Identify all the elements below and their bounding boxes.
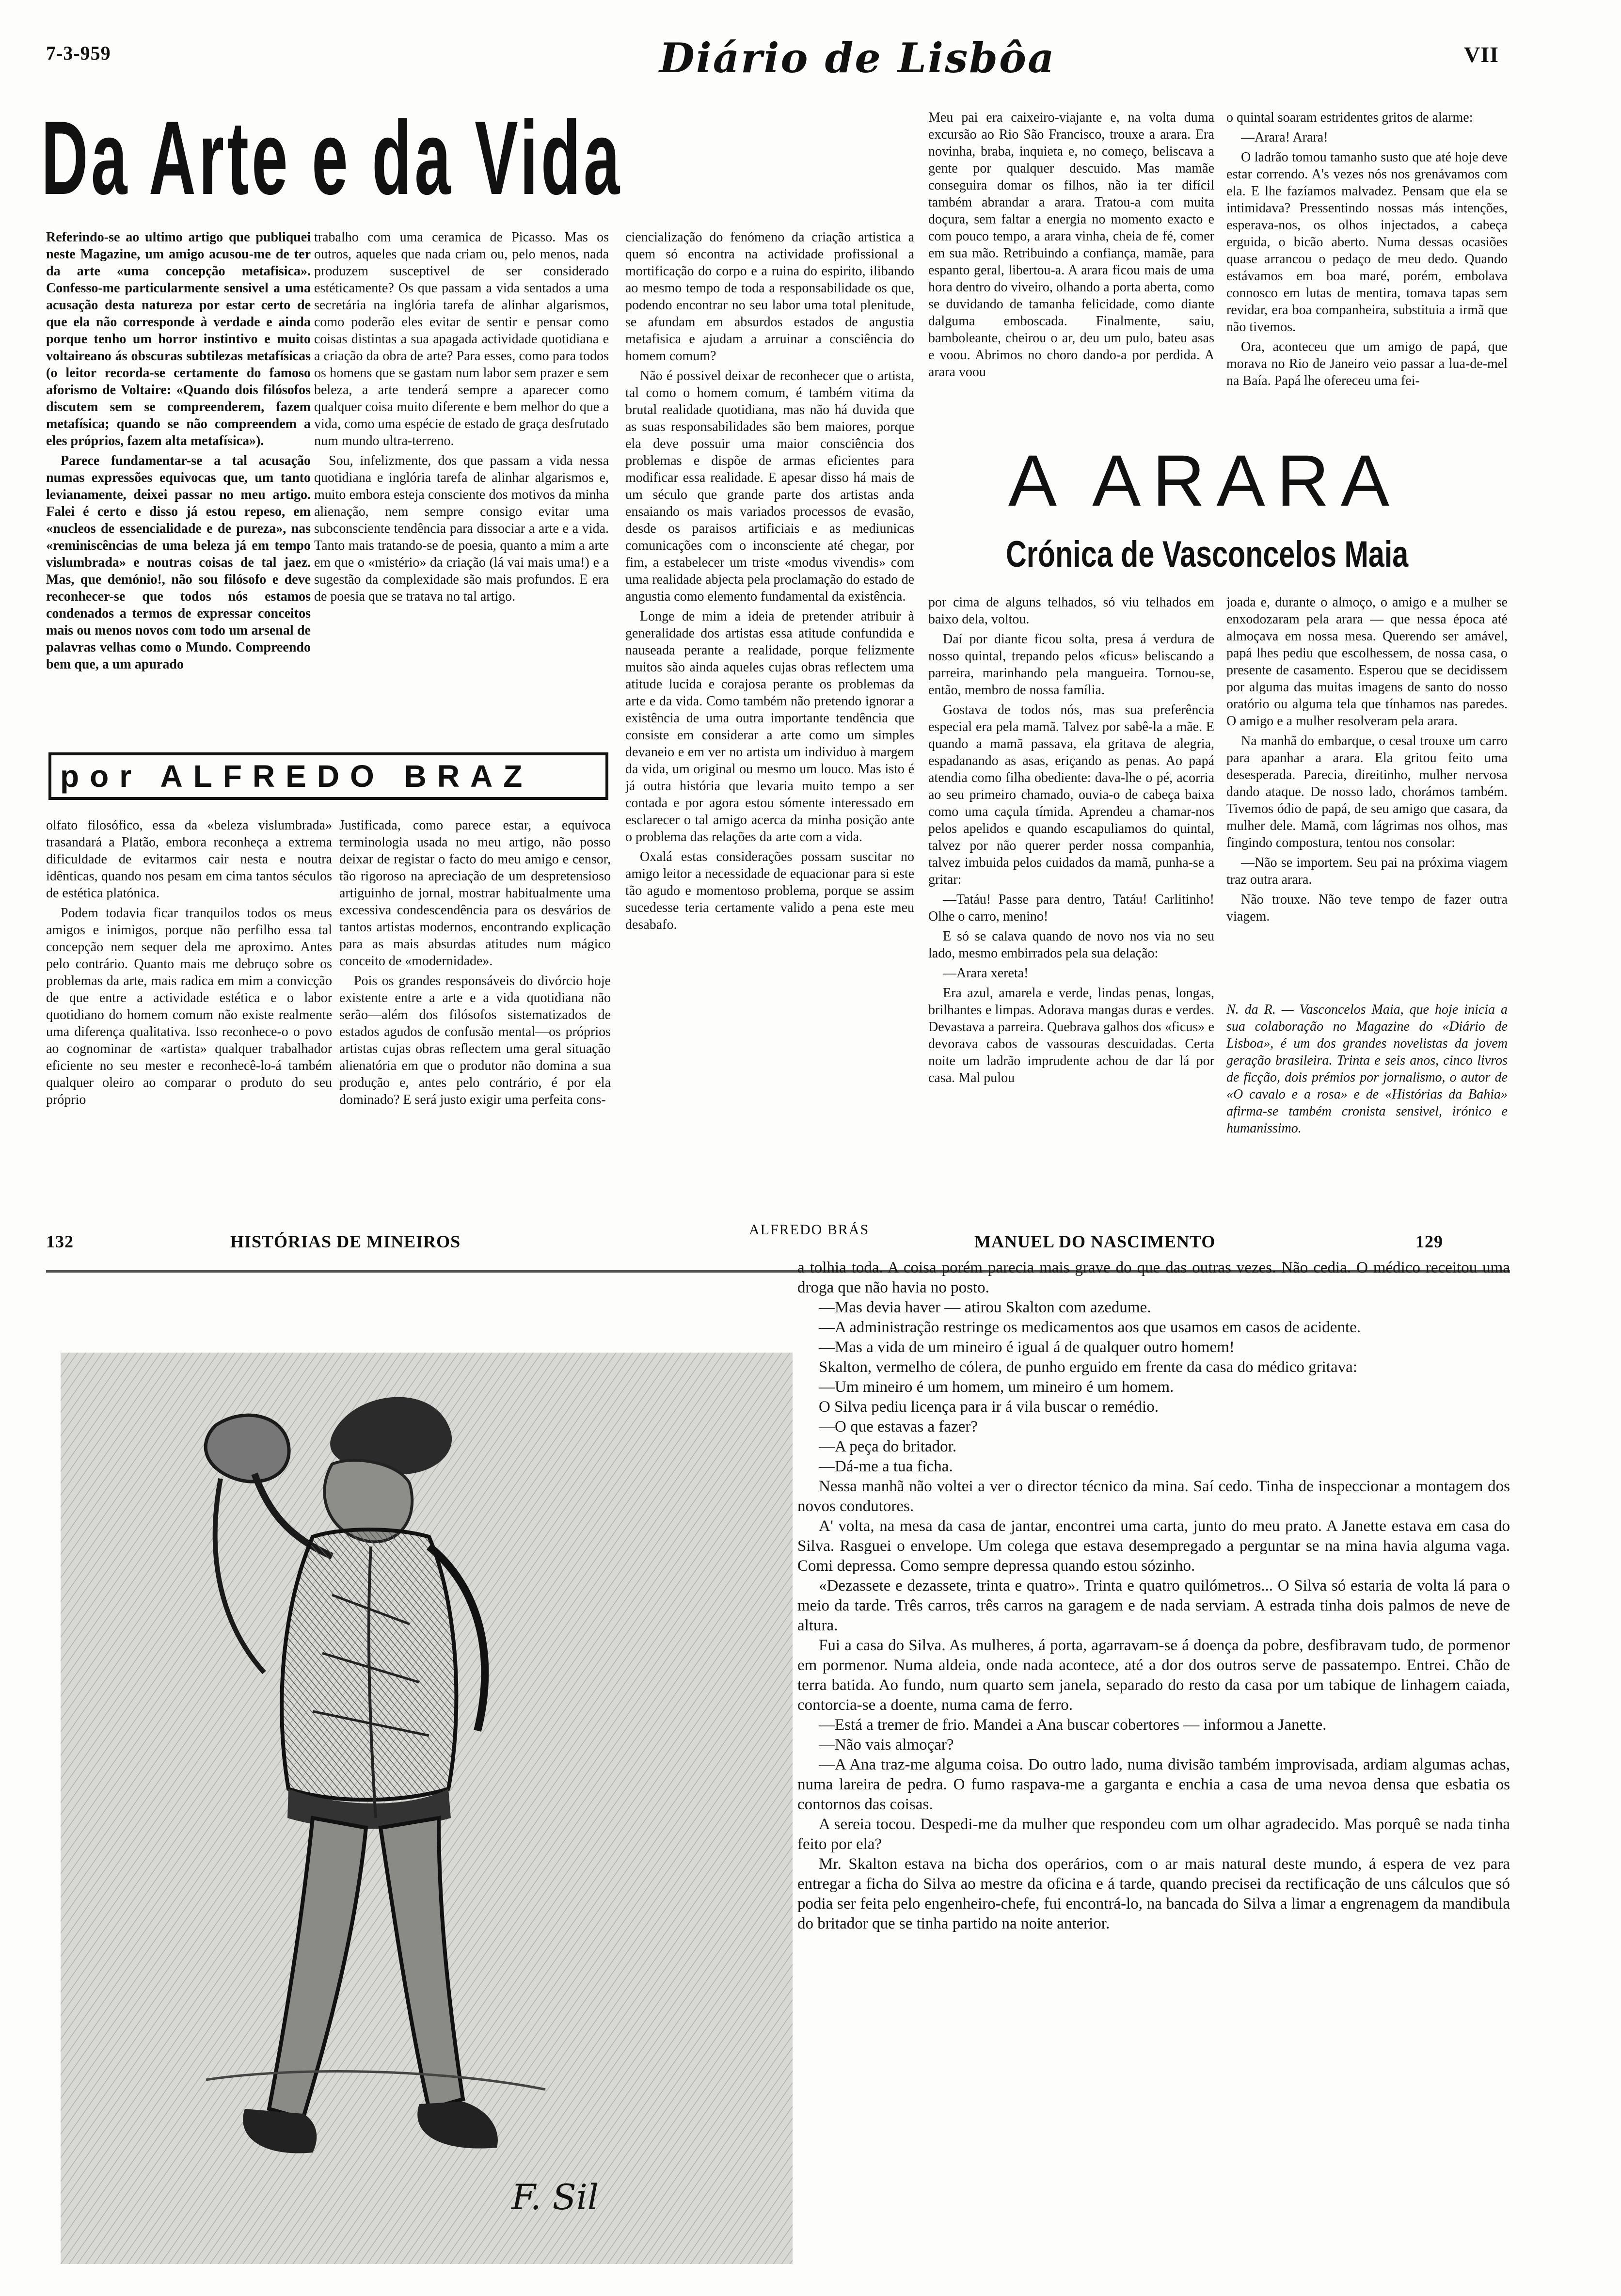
article1-column-5: [339, 817, 611, 1282]
paragraph: —A administração restringe os medicamentos aos que usamos em casos de acidente.: [819, 1319, 1361, 1336]
paragraph: Meu pai era caixeiro-viajante e, na volta duma excursão ao Rio São Francisco, trouxe a arara. Era novinha, braba, inquieta e, no começo, beliscava a gente por qualquer descuido. Mas mamãe conseguira domar os filhos, não ia ter difícil também abrandar a arara. Tratou-a com muita doçura, sem faltar a energia no momento exacto e com pouco tempo, a arara vinha, cheia de fé, comer em sua mão. Retribuindo a confiança, mamãe, para espanto geral, libertou-a. A arara ficou mais de uma hora dentro do viveiro, olhando a porta aberta, como se duvidando de tamanha felicidade, como diante dalguma emboscada. Finalmente, saiu, bamboleante, cheirou o ar, deu um pulo, bateu asas e voou. Abrimos no choro dando-a por perdida. A arara voou: [928, 110, 1214, 380]
paragraph: A' volta, na mesa da casa de jantar, encontrei uma carta, junto do meu prato. A Janette estava em casa do Silva. Rasguei o envelope. Um colega que estava desempregado a perguntar se na mina havia alguma vaga. Comi depressa. Como sempre depressa quando estou sózinho.: [797, 1517, 1510, 1575]
arara-subtitle: Crónica de Vasconcelos Maia: [1006, 534, 1409, 575]
arara-column-4: [1226, 594, 1508, 996]
paragraph: a tolhia toda. A coisa porém parecia mais grave do que das outras vezes. Não cedia. O médico receitou uma droga que não havia no posto.: [797, 1259, 1510, 1296]
paragraph: —Não se importem. Seu pai na próxima viagem traz outra arara.: [1226, 855, 1508, 887]
article1-column-2: [314, 229, 609, 714]
arara-title: A ARARA: [1008, 440, 1401, 521]
paragraph: O Silva pediu licença para ir á vila buscar o remédio.: [819, 1398, 1159, 1416]
paragraph: Era azul, amarela e verde, lindas penas, longas, brilhantes e limpas. Adorava mangas duras e verdes. Devastava a parreira. Quebrava galhos dos «ficus» e devorava cabos de vassouras descuidadas. Certa noite um ladrão imprudente achou de dar lá por casa. Mal pulou: [928, 986, 1214, 1085]
paragraph: Longe de mim a ideia de pretender atribuir à generalidade dos artistas essa atitude confundida e nauseada perante a realidade, porque felizmente muitos são ainda aqueles cujas obras reflectem uma atitude lucida e corajosa perante os problemas da arte e da vida. Como também não pretendo ignorar a existência de uma outra importante tendência que consiste em considerar a arte como um simples devaneio e em ver no artista um individuo à margem da vida, um original ou mesmo um louco. Mas isto é já outra história que levaria muito tempo a ser contada e por agora estou sómente interessado em esclarecer o tal amigo acerca da minha posição ante o problema das relações da arte com a vida.: [625, 609, 914, 845]
paragraph: Daí por diante ficou solta, presa á verdura de nosso quintal, trepando pelos «ficus» beliscando a parreira, marinhando pela mangueira. Tornou-se, então, membro de nossa família.: [928, 632, 1214, 698]
paragraph: O ladrão tomou tamanho susto que até hoje deve estar correndo. A's vezes nós nos grenávamos com ela. E lhe fazíamos malvadez. Pensam que ela se intimidava? Pressentindo nossas más intenções, esperava-nos, os olhos injectados, a cabeça erguida, o bicão aberto. Numa dessas ocasiões quase arrancou o pedaço de meu dedo. Quando estávamos em boa maré, porém, embolava connosco em lutas de mentira, tomava tapas sem revidar, era boa companheira, substituia a irmã que não tivemos.: [1226, 150, 1508, 335]
paragraph: olfato filosófico, essa da «beleza vislumbrada» trasandará a Platão, embora reconheça a extrema dificuldade de evitarmos cair nesta e noutra idênticas, quando nos pesam em cima tantos séculos de estética platónica.: [46, 818, 332, 901]
paragraph: Parece fundamentar-se a tal acusação numas expressões equivocas que, um tanto levianamente, deixei passar no meu artigo. Falei é certo e disso já estou repeso, em «nucleos de essencialidade e de pureza», nas «reminiscências de uma beleza já em tempo vislumbrada» e noutras coisas de tal jaez. Mas, que demónio!, não sou filósofo e deve reconhecer-se que todos nós estamos condenados a termos de expressar conceitos mais ou menos novos com todo um arsenal de palavras velhas como o Mundo. Compreendo bem que, a um apurado: [46, 453, 311, 672]
paragraph: Gostava de todos nós, mas sua preferência especial era pela mamã. Talvez por sabê-la a mãe. E quando a mamã passava, ela gritava de alegria, espadanando as asas, eriçando as penas. Ao papá atendia como filha obediente: dava-lhe o pé, acorria ao seu primeiro chamado, ouvia-o de cabeça baixa como uma caçula tímida. Aprendeu a chamar-nos pelos apelidos e quando escapuliamos do quintal, talvez por não querer perder nossa companhia, talvez imbuida pelos cuidados da mamã, punha-se a gritar:: [928, 702, 1214, 887]
paragraph: ciencialização do fenómeno da criação artistica a quem só encontra na actividade profissional a mortificação do corpo e a ruina do espirito, ilibando ao mesmo tempo de toda a responsabilidade os que, podendo encontrar no seu labor uma total plenitude, se afundam em absurdos estados de angustia metafisica e ajudam a arruinar a consciência do homem comum?: [625, 230, 914, 364]
article1-column-3: [625, 229, 914, 1174]
paragraph: Não é possivel deixar de reconhecer que o artista, tal como o homem comum, é também vitima da brutal realidade quotidiana, mas não há duvida que as suas responsabilidades são bem maiores, porque ela deve possuir uma maior consciência dos problemas e dispõe de armas eficientes para modificar essa realidade. E apesar disso há mais de um século que grande parte dos artistas anda ensaiando os mais variados processos de evasão, desde os paraisos artificiais e as mediunicas comunicações com o inconsciente até chegar, por fim, a estabelecer um triste «modus vivendis» com uma realidade abjecta pela proclamação do estado de angustia como elemento fundamental da existência.: [625, 368, 914, 604]
paragraph: —Dá-me a tua ficha.: [819, 1458, 953, 1475]
paragraph: Não trouxe. Não teve tempo de fazer outra viagem.: [1226, 892, 1508, 924]
paragraph: —Está a tremer de frio. Mandei a Ana buscar cobertores — informou a Janette.: [819, 1716, 1327, 1734]
paragraph: —Arara xereta!: [943, 966, 1029, 981]
paragraph: Justificada, como parece estar, a equivoca terminologia usada no meu artigo, não posso deixar de registar o facto do meu amigo e censor, tão rigoroso na apreciação de um despretensioso artiguinho de jornal, mostrar habitualmente uma excessiva condescendência para os desvários de tantos artistas modernos, encontrando explicação para as mais absurdas atitudes num mágico conceito de «modernidade».: [339, 818, 611, 969]
arara-column-3: [928, 594, 1214, 1263]
paragraph: o quintal soaram estridentes gritos de alarme:: [1226, 110, 1473, 125]
left-page-number: 132: [46, 1232, 74, 1251]
masthead: Diário de Lisbôa: [659, 34, 1056, 82]
paragraph: Sou, infelizmente, dos que passam a vida nessa quotidiana e inglória tarefa de alinhar algarismos e, muito embora esteja consciente dos motivos da minha alienação, nem sempre consigo evitar uma subconsciente tendência para dissociar a arte e a vida. Tanto mais tratando-se de poesia, quanto a mim a arte em que o «mistério» da criação (lá vai mais uma!) e a sugestão da complexidade são mais profundos. E era de poesia que se tratava no tal artigo.: [314, 453, 609, 604]
paragraph: N. da R. — Vasconcelos Maia, que hoje inicia a sua colaboração no Magazine do «Diário de Lisboa», é um dos grandes novelistas da jovem geração brasileira. Trinta e seis anos, cinco livros de ficção, dois prémios por jornalismo, o autor de «O cavalo e a rosa» e de «Histórias da Bahia» afirma-se também cronista sensivel, irónico e humanissimo.: [1226, 1002, 1508, 1136]
article1-column-1: [46, 229, 311, 714]
paragraph: Referindo-se ao ultimo artigo que publiquei neste Magazine, um amigo acusou-me de ter da arte «uma concepção metafisica». Confesso-me particularmente sensivel a uma acusação desta natureza por estar certo de que ela não corresponde à verdade e ainda porque tenho um horror instintivo e muito voltaireano ás obscuras subtilezas metafísicas (o leitor recorda-se certamente do famoso aforismo de Voltaire: «Quando dois filósofos discutem sem se compreenderem, fazem metafísica; quando se não compreendem a eles próprios, fazem alta metafísica»).: [46, 230, 311, 448]
left-running-header: HISTÓRIAS DE MINEIROS: [230, 1232, 461, 1251]
paragraph: Na manhã do embarque, o cesal trouxe um carro para apanhar a arara. Ela gritou feito uma desesperada. Parecia, direitinho, mulher nervosa dando ataque. De nosso lado, chorámos também. Tivemos ódio de papá, de seu amigo que casara, da mulher dele. Mamã, com lágrimas nos olhos, mas fingindo compostura, tentou nos consolar:: [1226, 733, 1508, 850]
arara-column-1: [928, 109, 1214, 453]
paragraph: Ora, aconteceu que um amigo de papá, que morava no Rio de Janeiro veio passar a lua-de-mel na Baía. Papá lhe ofereceu uma fei-: [1226, 339, 1508, 388]
paragraph: —Não vais almoçar?: [819, 1736, 954, 1754]
paragraph: «Dezassete e dezassete, trinta e quatro». Trinta e quatro quilómetros... O Silva só estaria de volta lá para o meio da tarde. Três carros, três carros na garagem e de nada serviam. A estrada tinha dois palmos de neve de altura.: [797, 1577, 1510, 1634]
page-number: VII: [1464, 42, 1499, 67]
paragraph: Mr. Skalton estava na bicha dos operários, com o ar mais natural deste mundo, á espera de vez para entregar a ficha do Silva ao mestre da oficina e á tarde, quando precisei da rectificação de uns cálculos que só podia ser feita pelo engenheiro-chefe, fui encontrá-lo, na bancada do Silva a limar a engrenagem da mandibula do britador que se tinha partido na noite anterior.: [797, 1855, 1510, 1932]
paragraph: Oxalá estas considerações possam suscitar no amigo leitor a necessidade de equacionar para si este tão agudo e momentoso problema, porque se assim sucedesse teria certamente valido a pena este meu desabafo.: [625, 849, 914, 932]
book-text: [797, 1258, 1510, 2237]
byline: por ALFREDO BRAZ: [48, 752, 608, 800]
paragraph: —A Ana traz-me alguma coisa. Do outro lado, numa divisão também improvisada, ardiam algumas achas, numa lareira de pedra. O fumo raspava-me a garganta e enchia a casa de uma nevoa densa que esbatia os contornos das coisas.: [797, 1756, 1510, 1813]
arara-column-2: [1226, 109, 1508, 453]
right-running-header: MANUEL DO NASCIMENTO: [974, 1232, 1216, 1251]
paragraph: —Arara! Arara!: [1241, 130, 1328, 145]
article1-column-4: [46, 817, 332, 1282]
paragraph: Pois os grandes responsáveis do divórcio hoje existente entre a arte e a vida quotidiana não serão—além dos filósofos sistematizados de estados agudos de confusão mental—os próprios artistas cujas obras reflectem uma geral situação alienatória em que o produtor não domina a sua produção e, antes pelo contrário, é por ela dominado? E será justo exigir uma perfeita cons-: [339, 973, 611, 1107]
illustration-signature: F. Sil: [511, 2177, 599, 2217]
miner-illustration: [61, 1353, 793, 2264]
paragraph: trabalho com uma ceramica de Picasso. Mas os outros, aqueles que nada criam ou, pelo menos, nada produzem susceptivel de ser considerado estéticamente? Os que passam a vida sentados a uma secretária na inglória tarefa de alinhar algarismos, como poderão eles evitar de sentir e pensar como coisas distintas a sua apagada actividade quotidiana e a criação da obra de arte? Para esses, como para todos os homens que se gastam num labor sem prazer e sem beleza, a arte tenderá sempre a aparecer como qualquer coisa muito diferente e bem melhor do que a vida, como uma espécie de estado de graça desfrutado num mundo ultra-terreno.: [314, 230, 609, 448]
paragraph: Fui a casa do Silva. As mulheres, á porta, agarravam-se á doença da pobre, desfibravam tudo, de pormenor em pormenor. Numa aldeia, onde nada acontece, até a dor dos outros serve de passatempo. Entrei. Chão de terra batida. Ao fundo, num quarto sem janela, separado do resto da casa por um tabique de linhagem caiada, contorcia-se a doente, numa cama de ferro.: [797, 1637, 1510, 1714]
paragraph: Podem todavia ficar tranquilos todos os meus amigos e inimigos, porque não perfilho essa tal concepção nem sequer dela me aproximo. Antes pelo contrário. Quanto mais me debruço sobre os problemas da arte, mais radica em mim a convicção de que entre a actividade estética e o labor quotidiano do homem comum não existe realmente uma diferença qualitativa. Isso reconhece-o o povo ao cognominar de «artista» qualquer trabalhador eficiente no seu mester e reconhecê-lo-á também qualquer oleiro ao comparar o produto do seu próprio: [46, 906, 332, 1107]
paragraph: —A peça do britador.: [819, 1438, 957, 1455]
paragraph: —Tatáu! Passe para dentro, Tatáu! Carlitinho! Olhe o carro, menino!: [928, 892, 1214, 924]
paragraph: —Um mineiro é um homem, um mineiro é um homem.: [819, 1378, 1174, 1396]
paragraph: A sereia tocou. Despedi-me da mulher que respondeu com um olhar agradecido. Mas porquê se nada tinha feito por ela?: [797, 1816, 1510, 1853]
paragraph: —O que estavas a fazer?: [819, 1418, 978, 1435]
paragraph: por cima de alguns telhados, só viu telhados em baixo dela, voltou.: [928, 595, 1214, 627]
article-title: Da Arte e da Vida: [41, 99, 623, 216]
editor-note: [1226, 1001, 1508, 1253]
paragraph: joada e, durante o almoço, o amigo e a mulher se enxodozaram pela arara — que nessa época até almoçava em nossa mesa. Querendo ser amável, papá lhes pediu que escolhessem, de nossa casa, o presente de casamento. Esperou que se decidissem por alguma das muitas imagens de santo do nosso oratório ou alguma tela que tínhamos nas paredes. O amigo e a mulher resolveram pela arara.: [1226, 595, 1508, 729]
paragraph: Skalton, vermelho de cólera, de punho erguido em frente da casa do médico gritava:: [819, 1358, 1357, 1376]
issue-date: 7-3-959: [46, 42, 111, 64]
paragraph: —Mas a vida de um mineiro é igual á de qualquer outro homem!: [819, 1339, 1235, 1356]
right-page-number: 129: [1415, 1232, 1443, 1251]
article1-signature: ALFREDO BRÁS: [749, 1222, 870, 1238]
paragraph: E só se calava quando de novo nos via no seu lado, mesmo embirrados pela sua delação:: [928, 929, 1214, 961]
paragraph: Nessa manhã não voltei a ver o director técnico da mina. Saí cedo. Tinha de inspeccionar a montagem dos novos condutores.: [797, 1478, 1510, 1515]
miner-sketch: [61, 1353, 793, 2264]
paragraph: —Mas devia haver — atirou Skalton com azedume.: [819, 1299, 1151, 1316]
